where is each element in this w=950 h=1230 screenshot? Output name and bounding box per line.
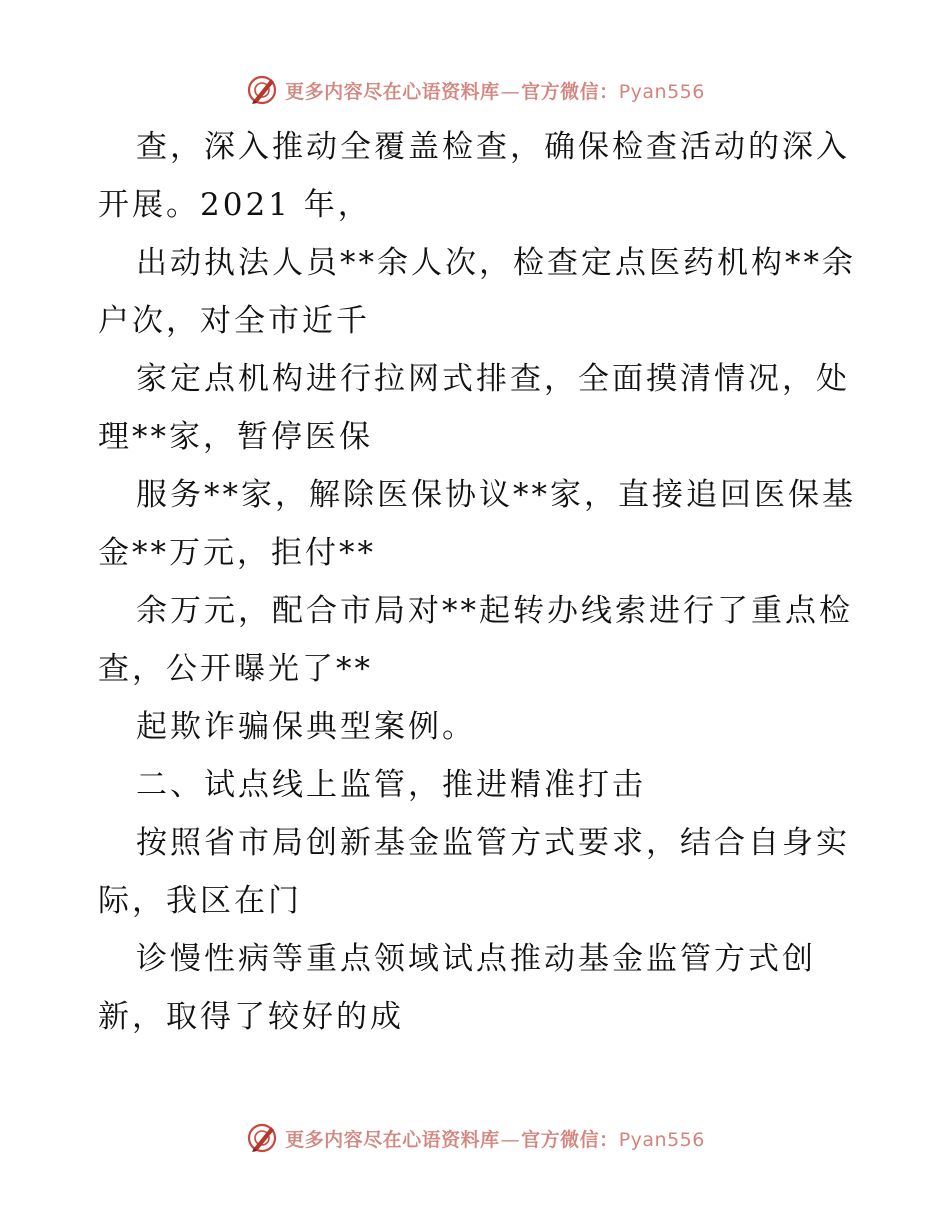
footer-dash: — — [500, 1128, 521, 1151]
text-line: 金**万元，拒付** — [98, 535, 376, 571]
footer-banner-text — [285, 1125, 705, 1152]
pen-logo-icon — [245, 73, 279, 107]
pen-logo-icon — [245, 1121, 279, 1155]
text-line: 起欺诈骗保典型案例。 — [136, 709, 476, 745]
header-banner — [0, 70, 950, 110]
header-wechat-label: 官方微信： — [521, 80, 619, 103]
text-line: 户次，对全市近千 — [98, 303, 370, 339]
text-line: 际，我区在门 — [98, 883, 302, 919]
text-line: 二、试点线上监管，推进精准打击 — [136, 767, 646, 803]
text-line: 家定点机构进行拉网式排查，全面摸清情况，处 — [136, 361, 850, 397]
header-wechat-id: Pyan556 — [618, 80, 705, 103]
text-line: 出动执法人员**余人次，检查定点医药机构**余 — [136, 245, 856, 281]
footer-site-name: 更多内容尽在心语资料库 — [285, 1128, 500, 1151]
footer-wechat-label: 官方微信： — [521, 1128, 619, 1151]
header-banner-text — [285, 77, 705, 104]
text-line: 服务**家，解除医保协议**家，直接追回医保基 — [136, 477, 856, 513]
header-dash: — — [500, 80, 521, 103]
header-site-name: 更多内容尽在心语资料库 — [285, 80, 500, 103]
text-line: 查，深入推动全覆盖检查，确保检查活动的深入 — [136, 129, 850, 165]
footer-banner — [0, 1118, 950, 1158]
text-line: 开展。2021 年， — [98, 187, 372, 223]
text-line: 理**家，暂停医保 — [98, 419, 373, 455]
text-line: 新，取得了较好的成 — [98, 999, 404, 1035]
footer-wechat-id: Pyan556 — [618, 1128, 705, 1151]
document-body — [98, 118, 858, 1046]
text-line: 诊慢性病等重点领域试点推动基金监管方式创 — [136, 941, 816, 977]
text-line: 余万元，配合市局对**起转办线索进行了重点检 — [136, 593, 853, 629]
text-line: 按照省市局创新基金监管方式要求，结合自身实 — [136, 825, 850, 861]
text-line: 查，公开曝光了** — [98, 651, 373, 687]
